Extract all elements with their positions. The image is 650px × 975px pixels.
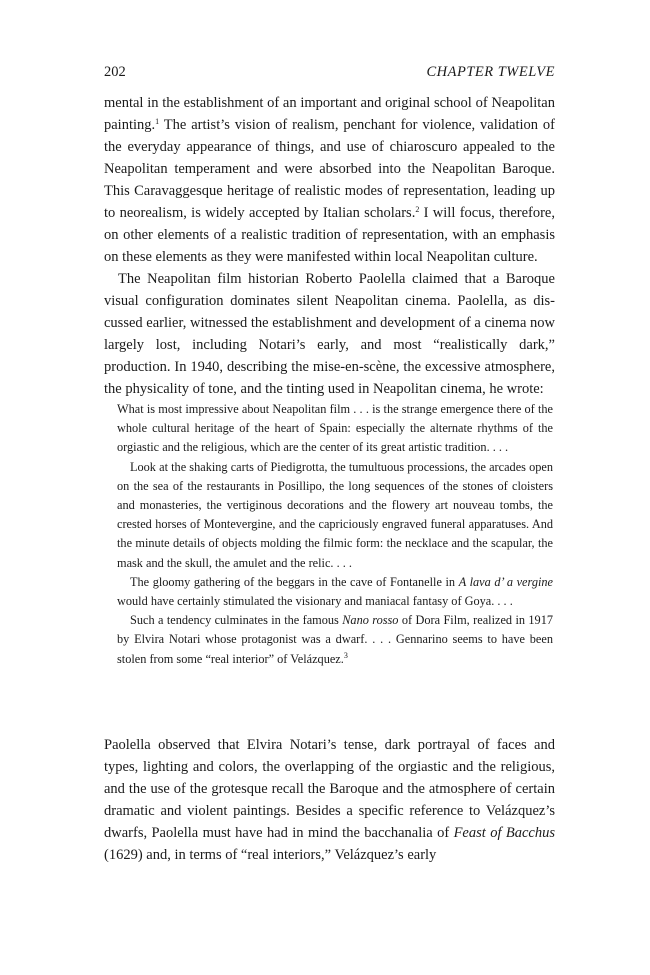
quote-paragraph [117,611,553,669]
quote-text: of Dora Film, realized in 1917 by Elvira Notari whose protagonist was a dwarf. . . . Gennarino seems to have been stolen from some “real interior” of Velázquez. [117,613,553,666]
page-number: 202 [104,64,126,80]
body-paragraph: The Neapolitan film historian Roberto Paolella claimed that a Baroque visual configuration dominates silent Neapolitan cinema. Paolella, as discussed earlier, witnessed the establishment and development of a cinema now largely lost, including Notari’s early, and most “realistically dark,” production. In 1940, describing the mise-en-scène, the excessive atmosphere, the physicality of tone, and the tinting used in Neapolitan cinema, he wrote: [104,271,555,397]
quote-paragraph: Look at the shaking carts of Piedigrotta, the tumultuous processions, the arcades open on the sea of the restaurants in Posillipo, the long sequences of the stones of cloisters and monasteries, the vertiginous decorations and the flowery art nouveau tombs, the crested horses of Montevergine, and the capriciously engraved funeral apparatuses. And the minute details of objects molding the filmic form: the necklace and the scapular, the mask and the skull, the amulet and the relic. . . . [117,459,553,570]
footnote-marker[interactable]: 2 [415,205,420,214]
painting-title: Feast of Bacchus [453,825,555,841]
paragraph-text: (1629) and, in terms of “real interiors,” Velázquez’s early [104,847,437,863]
paragraph-text: The artist’s vision of realism, penchant for violence, validation of the everyday appearance of things, and use of chiaroscuro appealed to the Neapolitan temperament and were absorbed into the Neapolitan Baroque. This Caravaggesque heritage of realistic modes of representation, leading up to neorealism, is widely accepted by Italian scholars. [104,117,555,221]
quote-paragraph: What is most impressive about Neapolitan film . . . is the strange emergence there of the whole cultural heritage of the heart of Spain: especially the alternate rhythms of the orgiastic and the religious, which are the center of its great artistic tradition. . . . [117,402,553,455]
quote-text: The gloomy gathering of the beggars in the cave of Fontanelle in [130,574,459,589]
running-head: CHAPTER TWELVE [426,64,555,80]
paragraph-text: Paolella observed that Elvira Notari’s tense, dark portrayal of faces and types, lighting and colors, the overlapping of the orgiastic and the religious, and the use of the grotesque recall the Baroque and the atmosphere of certain dramatic and violent paintings. Besides a specific reference to Velázquez’s dwarfs, Paolella must have had in mind the bacchanalia of [104,737,555,841]
block-quote [117,400,553,669]
paragraph-text: mental in the establishment of an important and original school of Neapolitan painting. [104,95,555,133]
footnote-marker[interactable]: 3 [343,650,348,660]
paragraph-text: I will focus, therefore, on other elements of a realistic tradition of representation, with an emphasis on these elements as they were manifested within local Neapolitan culture. [104,205,555,265]
quote-text: would have certainly stimulated the visionary and maniacal fantasy of Goya. . . . [117,594,513,609]
quote-text: Such a tendency culminates in the famous [130,613,343,628]
quote-paragraph [117,573,553,611]
page-header [104,64,555,86]
film-title: A lava d’ a vergine [458,574,553,589]
film-title: Nano rosso [342,613,399,628]
body-paragraph [104,92,555,268]
footnote-marker[interactable]: 1 [155,117,160,126]
body-paragraph [104,734,555,866]
